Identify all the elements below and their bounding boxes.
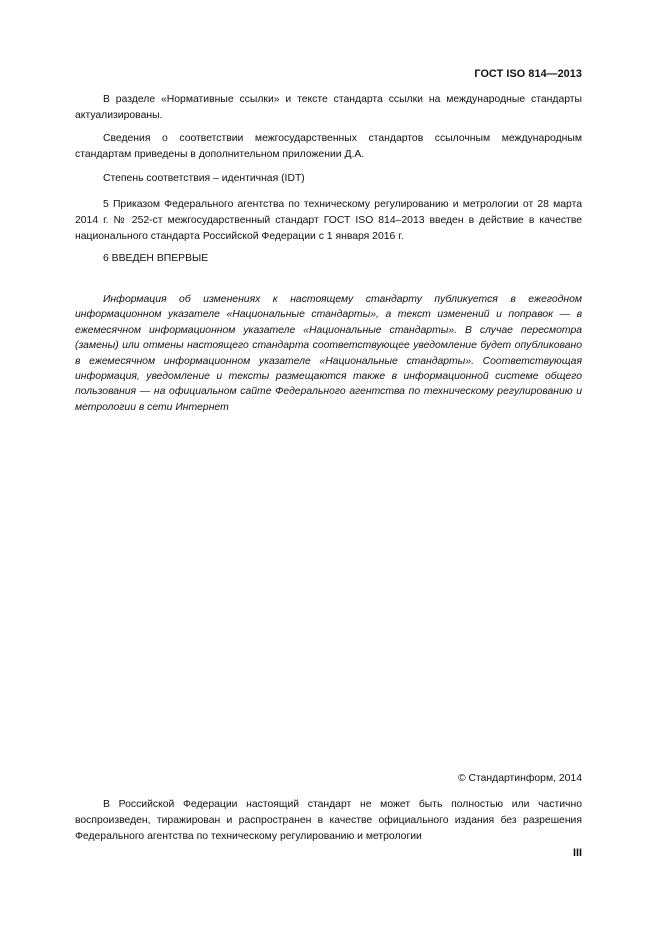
paragraph-text: Сведения о соответствии межгосударственных стандартов ссылочным международным стандартам приведены в дополнительном приложении Д.А. [75,133,582,160]
document-header-title: ГОСТ ISO 814—2013 [474,68,582,80]
paragraph-conformity-info [75,131,582,163]
paragraph-text: 6 ВВЕДЕН ВПЕРВЫЕ [103,253,209,264]
info-notice [75,292,582,415]
page-number: III [573,847,582,859]
paragraph-degree-of-conformity [75,171,582,187]
paragraph-normative-references [75,92,582,124]
info-notice-text: Информация об изменениях к настоящему стандарту публикуется в ежегодном информационном указателе «Национальные стандарты», а текст изменений и поправок — в ежемесячном информационном указателе «Национальные стандарты». В случае пересмотра (замены) или отмены настоящего стандарта соответствующее уведомление будет опубликовано в ежемесячном информационном указателе «Национальные стандарты». Соответствующая информация, уведомление и тексты размещаются также в информационной системе общего пользования — на официальном сайте Федерального агентства по техническому регулированию и метрологии в сети Интернет [75,294,582,413]
paragraph-text: В разделе «Нормативные ссылки» и тексте стандарта ссылки на международные стандарты актуализированы. [75,94,582,121]
copyright-line: © Стандартинформ, 2014 [457,773,582,784]
paragraph-introduced-first-time [75,251,582,267]
paragraph-text: Степень соответствия – идентичная (IDT) [103,173,305,184]
paragraph-text: 5 Приказом Федерального агентства по техническому регулированию и метрологии от 28 марта 2014 г. № 252-ст межгосударственный стандарт ГОСТ ISO 814–2013 введен в действие в качестве национального стандарта Российской Федерации с 1 января 2016 г. [75,199,582,242]
reproduction-notice-text: В Российской Федерации настоящий стандарт не может быть полностью или частично воспроизведен, тиражирован и распространен в качестве официального издания без разрешения Федерального агентства по техническому регулированию и метрологии [75,799,582,842]
paragraph-order-5 [75,197,582,245]
reproduction-notice [75,797,582,845]
